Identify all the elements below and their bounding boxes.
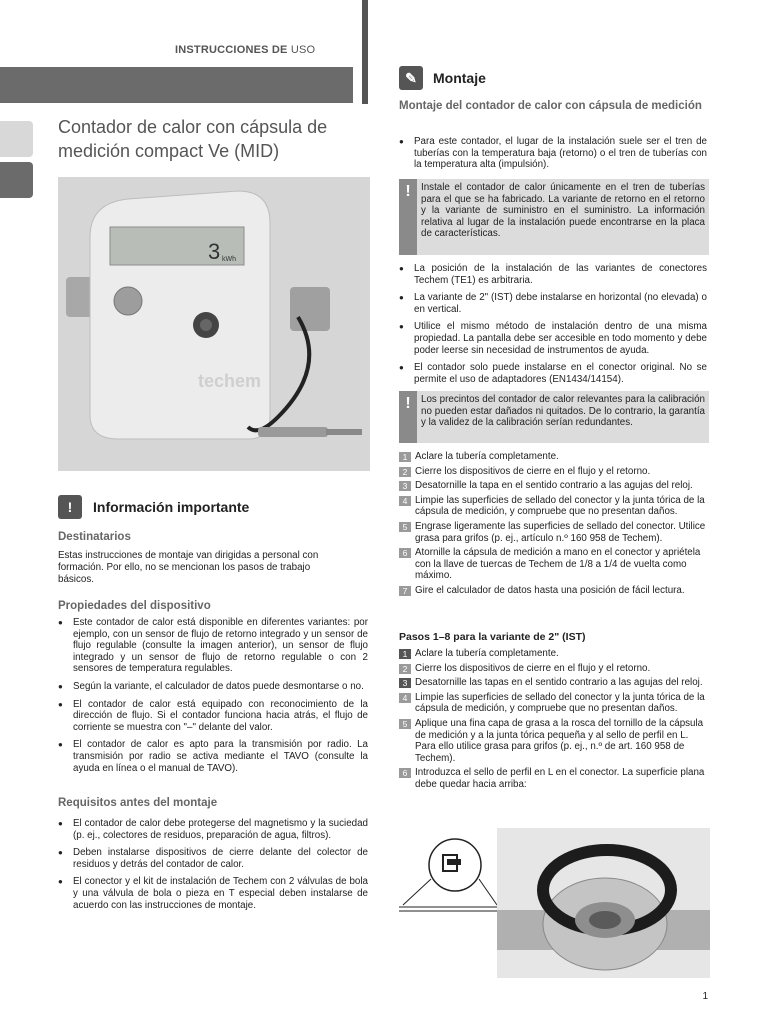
montaje-subheading: Montaje del contador de calor con cápsula de medición xyxy=(399,100,702,112)
step-item xyxy=(399,677,709,689)
list-item: ● El contador de calor es apto para la transmisión por radio. La transmisión por radio se activa mediante el TAVO (consulte la ayuda en línea o el manual de TAVO). xyxy=(58,739,368,774)
connector-illustration xyxy=(497,828,710,978)
step-item xyxy=(399,663,709,675)
warning-box-2 xyxy=(399,391,709,443)
warning-text-2: Los precintos del contador de calor relevantes para la calibración no pueden estar dañados ni quitados. De lo contrario, la garantía y la validez de la calibración serían redundantes. xyxy=(421,394,705,429)
side-tab-dark xyxy=(0,162,33,198)
list-item: ● Utilice el mismo método de instalación dentro de una misma propiedad. La pantalla debe ser accesible en todo momento y debe poder leerse sin necesidad de instrumentos de ayuda. xyxy=(399,321,707,356)
step-item xyxy=(399,495,709,518)
step-text: Aclare la tubería completamente. xyxy=(415,648,559,659)
list-item: ● Este contador de calor está disponible en diferentes variantes: por ejemplo, con un sensor de flujo de retorno integrado y un sensor de flujo regulable (consulte la imagen anterior), un sensor de flujo integrado y un sensor de flujo de retorno regulable o con 2 sensores de temperatura regulables. xyxy=(58,617,368,675)
step-item xyxy=(399,480,709,492)
warning-text-1: Instale el contador de calor únicamente en el tren de tuberías para el que se ha fabricado. La variante de retorno en el retorno y la variante de suministro en el suministro. La información relativa al lugar de la instalación puede encontrarse en la placa de características. xyxy=(421,182,705,240)
step-text: Limpie las superficies de sellado del conector y la junta tórica de la cápsula de medición, y compruebe que no presentan daños. xyxy=(415,494,705,518)
page-number: 1 xyxy=(702,991,708,1002)
destinatarios-heading: Destinatarios xyxy=(58,531,131,543)
step-item xyxy=(399,521,709,544)
step-number: 6 xyxy=(399,768,411,778)
header-label-bold: INSTRUCCIONES DE xyxy=(175,44,288,56)
side-tab-light xyxy=(0,121,33,157)
step-text: Aplique una fina capa de grasa a la rosca del tornillo de la cápsula de medición y a la junta tórica pequeña y al sello de perfil en L. Para ello utilice grasa para grifos (p. ej., n.º de art. 160 958 de Techem). xyxy=(415,717,704,764)
page-title: Contador de calor con cápsula de medición compact Ve (MID) xyxy=(58,117,328,161)
meter-display-unit: kWh xyxy=(222,256,236,263)
montaje-intro-list xyxy=(399,136,707,177)
steps-list xyxy=(399,451,709,600)
step-text: Engrase ligeramente las superficies de sellado del conector. Utilice grasa para grifos (p. ej., artículo n.º 160 958 de Techem). xyxy=(415,520,706,544)
list-item: ● La variante de 2" (IST) debe instalarse en horizontal (no elevada) o en vertical. xyxy=(399,292,707,315)
list-item: ● El contador de calor está equipado con reconocimiento de la dirección de flujo. Si el contador funciona hacia atrás, el flujo de corriente se muestra con "–" delante del valor. xyxy=(58,699,368,734)
requisitos-heading: Requisitos antes del montaje xyxy=(58,797,218,809)
step-number: 6 xyxy=(399,548,411,558)
propiedades-list xyxy=(58,617,368,780)
requisitos-list xyxy=(58,818,368,917)
steps2-list xyxy=(399,648,709,794)
step-item xyxy=(399,585,709,597)
montaje-list-2 xyxy=(399,263,707,391)
step-item xyxy=(399,547,709,582)
warning-icon: ! xyxy=(399,179,417,255)
step-item xyxy=(399,466,709,478)
list-item: ● Según la variante, el calculador de datos puede desmontarse o no. xyxy=(58,681,368,693)
step-number: 2 xyxy=(399,467,411,477)
step-text: Limpie las superficies de sellado del conector y la junta tórica de la cápsula de medición, y compruebe que no presentan daños. xyxy=(415,691,705,715)
step-number: 4 xyxy=(399,496,411,506)
list-item: ● El contador de calor debe protegerse del magnetismo y la suciedad (p. ej., colectores de residuos, preparación de agua, filtros). xyxy=(58,818,368,841)
info-section-title: Información importante xyxy=(93,499,250,515)
column-divider xyxy=(362,0,368,104)
step-text: Cierre los dispositivos de cierre en el flujo y el retorno. xyxy=(415,465,651,477)
list-item: ● El contador solo puede instalarse en el conector original. No se permite el uso de adaptadores (EN1434/14154). xyxy=(399,362,707,385)
step-number: 4 xyxy=(399,693,411,703)
step-item xyxy=(399,767,709,790)
meter-brand: techem xyxy=(198,371,262,391)
list-item: ● El conector y el kit de instalación de Techem con 2 válvulas de bola y una válvula de bola o pieza en T especial deben instalarse de acuerdo con las instrucciones de montaje. xyxy=(58,876,368,911)
warning-box-1 xyxy=(399,179,709,255)
step-text: Desatornille las tapas en el sentido contrario a las agujas del reloj. xyxy=(415,677,703,689)
step-item xyxy=(399,718,709,764)
info-icon: ! xyxy=(58,495,82,519)
step-number: 5 xyxy=(399,719,411,729)
connector-photo xyxy=(497,828,710,978)
step-number: 1 xyxy=(399,649,411,659)
step-text: Aclare la tubería completamente. xyxy=(415,451,559,462)
step-item xyxy=(399,692,709,715)
list-item: ● Deben instalarse dispositivos de cierre delante del colector de residuos y detrás del contador de calor. xyxy=(58,847,368,870)
step-text: Gire el calculador de datos hasta una posición de fácil lectura. xyxy=(415,584,685,596)
step-number: 5 xyxy=(399,522,411,532)
document-header xyxy=(175,44,315,56)
step-number: 1 xyxy=(399,452,411,462)
destinatarios-text: Estas instrucciones de montaje van dirigidas a personal con formación. Por ello, no se mencionan los pasos de trabajo básicos. xyxy=(58,550,319,585)
propiedades-heading: Propiedades del dispositivo xyxy=(58,600,211,612)
heat-meter-illustration xyxy=(58,177,370,471)
step-number: 3 xyxy=(399,481,411,491)
step-item xyxy=(399,648,709,660)
step-item xyxy=(399,451,709,463)
steps2-heading: Pasos 1–8 para la variante de 2" (IST) xyxy=(399,631,586,643)
list-item: ● La posición de la instalación de las variantes de conectores Techem (TE1) es arbitraria. xyxy=(399,263,707,286)
header-label-light: USO xyxy=(290,44,316,56)
header-bar xyxy=(0,67,353,103)
step-number: 7 xyxy=(399,586,411,596)
seal-detail-callout xyxy=(399,835,499,915)
step-number: 2 xyxy=(399,664,411,674)
step-text: Atornille la cápsula de medición a mano en el conector y apriétela con la llave de tuercas de Techem de 1/8 a 1/4 de vuelta como máximo. xyxy=(415,547,701,582)
step-text: Introduzca el sello de perfil en L en el conector. La superficie plana debe quedar hacia arriba: xyxy=(415,767,705,790)
step-number: 3 xyxy=(399,678,411,688)
heat-meter-photo xyxy=(58,177,370,471)
wrench-icon: ✎ xyxy=(399,66,423,90)
step-text: Desatornille la tapa en el sentido contrario a las agujas del reloj. xyxy=(415,480,693,492)
step-text: Cierre los dispositivos de cierre en el flujo y el retorno. xyxy=(415,662,651,674)
meter-display-digit: 3 xyxy=(208,239,221,264)
warning-icon: ! xyxy=(399,391,417,443)
list-item: ● Para este contador, el lugar de la instalación suele ser el tren de tuberías con la temperatura baja (retorno) o el tren de tuberías con la temperatura alta (impulsión). xyxy=(399,136,707,171)
montaje-title: Montaje xyxy=(433,70,486,86)
